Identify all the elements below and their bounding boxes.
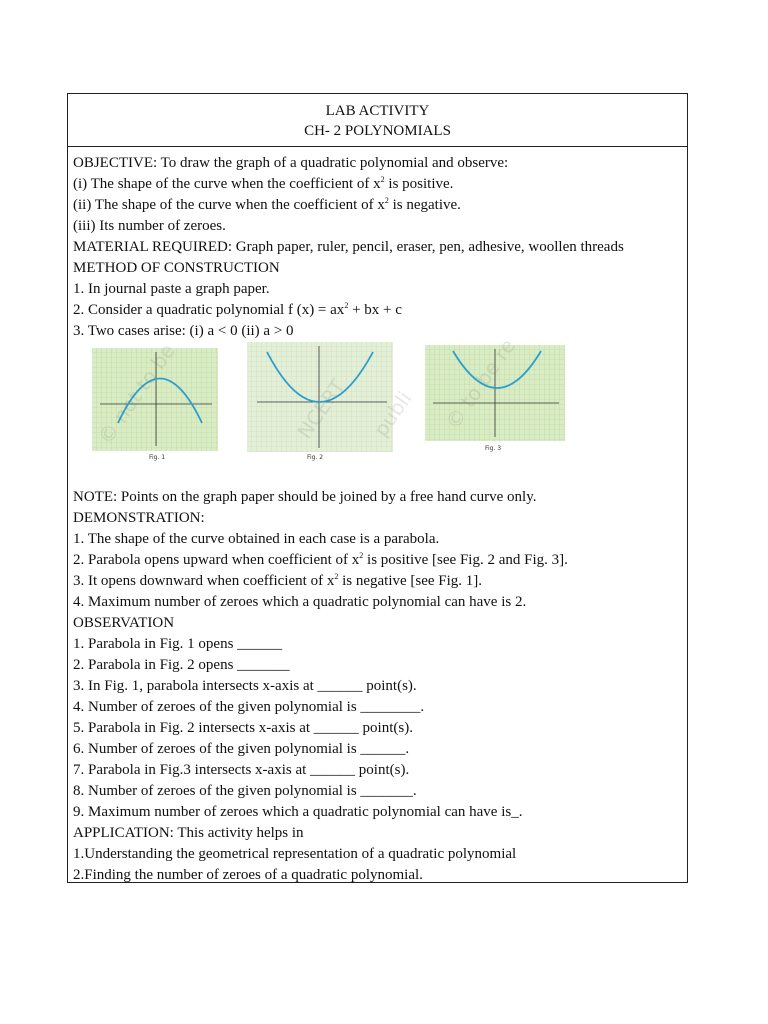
watermark-text: publi	[368, 386, 417, 442]
watermark-text: NCERT	[292, 374, 350, 444]
watermark-text: © not to be	[93, 339, 180, 449]
superscript: 2	[344, 301, 349, 310]
application-item-2: 2.Finding the number of zeroes of a quadratic polynomial.	[73, 867, 423, 883]
sheet-title: LAB ACTIVITY	[325, 103, 430, 119]
method-step-2	[73, 300, 687, 321]
demonstration-item-4: 4. Maximum number of zeroes which a quadratic polynomial can have is 2.	[73, 594, 527, 610]
objective-item-1	[73, 174, 687, 195]
sheet-body	[68, 147, 687, 886]
observation-item-8: 8. Number of zeroes of the given polynomial is _______.	[73, 783, 417, 799]
objective-item-3: (iii) Its number of zeroes.	[73, 218, 226, 234]
superscript: 2	[380, 175, 385, 184]
method-step-1: 1. In journal paste a graph paper.	[73, 281, 270, 297]
demonstration-item-3-end: is negative [see Fig. 1].	[338, 573, 483, 589]
objective-item-1-text: (i) The shape of the curve when the coefficient of x	[73, 176, 381, 192]
note: NOTE: Points on the graph paper should be joined by a free hand curve only.	[73, 489, 537, 505]
superscript: 2	[334, 572, 339, 581]
observation-heading: OBSERVATION	[73, 615, 175, 631]
demonstration-item-2-text: 2. Parabola opens upward when coefficient of x	[73, 552, 360, 568]
demonstration-item-3-text: 3. It opens downward when coefficient of x	[73, 573, 335, 589]
demonstration-item-3	[73, 571, 687, 592]
observation-item-6: 6. Number of zeroes of the given polynomial is ______.	[73, 741, 410, 757]
observation-item-1: 1. Parabola in Fig. 1 opens ______	[73, 636, 283, 652]
demonstration-heading: DEMONSTRATION:	[73, 510, 205, 526]
observation-item-2: 2. Parabola in Fig. 2 opens _______	[73, 657, 290, 673]
superscript: 2	[359, 551, 364, 560]
method-step-2-end: + bx + c	[348, 302, 402, 318]
figure-2-caption: Fig. 2	[307, 454, 324, 461]
watermark-text: © to be re	[440, 334, 520, 434]
observation-item-7: 7. Parabola in Fig.3 intersects x-axis at ______ point(s).	[73, 762, 410, 778]
objective-item-2	[73, 195, 687, 216]
application-heading: APPLICATION: This activity helps in	[73, 825, 304, 841]
objective-intro: OBJECTIVE: To draw the graph of a quadratic polynomial and observe:	[73, 155, 509, 171]
demonstration-item-1: 1. The shape of the curve obtained in each case is a parabola.	[73, 531, 440, 547]
observation-item-3: 3. In Fig. 1, parabola intersects x-axis at ______ point(s).	[73, 678, 417, 694]
method-step-2-text: 2. Consider a quadratic polynomial f (x) = ax	[73, 302, 345, 318]
observation-item-9: 9. Maximum number of zeroes which a quadratic polynomial can have is_.	[73, 804, 523, 820]
observation-item-5: 5. Parabola in Fig. 2 intersects x-axis at ______ point(s).	[73, 720, 413, 736]
method-heading: METHOD OF CONSTRUCTION	[73, 260, 280, 276]
figure-3-caption: Fig. 3	[485, 445, 502, 452]
sheet-subtitle: CH- 2 POLYNOMIALS	[304, 123, 451, 139]
demonstration-item-2-end: is positive [see Fig. 2 and Fig. 3].	[363, 552, 568, 568]
figure-1-caption: Fig. 1	[149, 454, 166, 461]
material-required: MATERIAL REQUIRED: Graph paper, ruler, pencil, eraser, pen, adhesive, woollen threads	[73, 239, 624, 255]
lab-activity-sheet	[67, 93, 688, 883]
objective-item-1-end: is positive.	[384, 176, 454, 192]
method-step-3: 3. Two cases arise: (i) a < 0 (ii) a > 0	[73, 323, 294, 339]
figures-row	[68, 334, 687, 487]
objective-item-2-end: is negative.	[388, 197, 461, 213]
sheet-header	[68, 94, 687, 147]
application-item-1: 1.Understanding the geometrical representation of a quadratic polynomial	[73, 846, 517, 862]
demonstration-item-2	[73, 550, 687, 571]
superscript: 2	[384, 196, 389, 205]
objective-item-2-text: (ii) The shape of the curve when the coefficient of x	[73, 197, 385, 213]
observation-item-4: 4. Number of zeroes of the given polynomial is ________.	[73, 699, 425, 715]
